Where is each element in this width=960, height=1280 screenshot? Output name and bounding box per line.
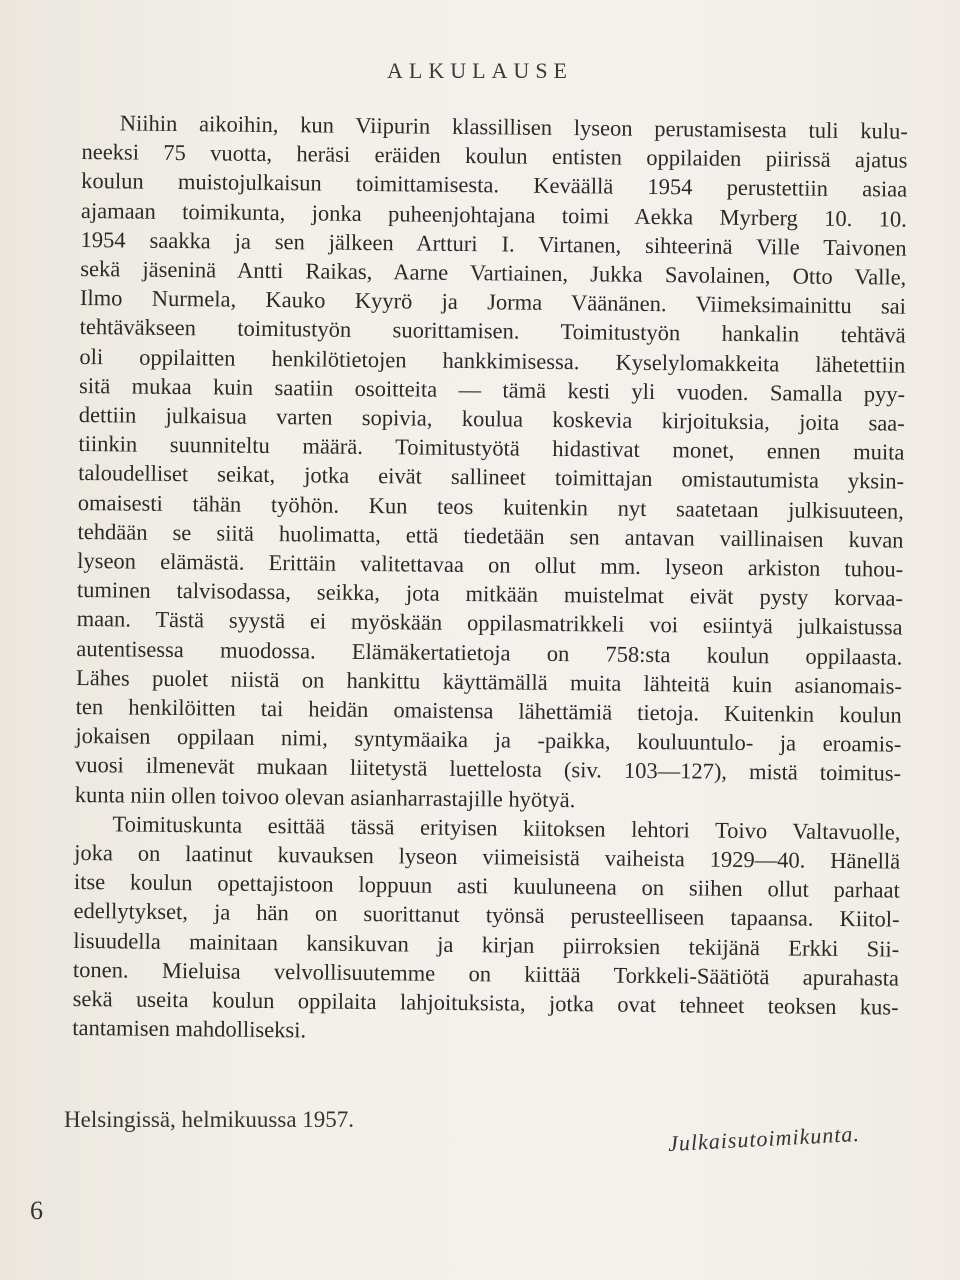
text-line: Toimituskunta esittää tässä erityisen kiitoksen lehtori Toivo Valtavuolle,: [112, 811, 901, 845]
text-line: ajamaan toimikunta, jonka puheenjohtajana toimi Aekka Myrberg 10. 10.: [80, 197, 908, 232]
paragraph-2: [72, 809, 900, 1051]
text-line: dettiin julkaisua varten sopivia, koulua koskevia kirjoituksia, joita saa-: [78, 402, 905, 436]
text-line: ten henkilöitten tai heidän omaistensa lähettämiä tietoja. Kuitenkin koulun: [75, 694, 902, 728]
text-line: sitä mukaa kuin saatiin osoitteita — tämä kesti yli vuoden. Samalla pyy-: [78, 372, 906, 407]
text-line: tehtäväkseen toimitustyön suorittamisen. Toimitustyön hankalin tehtävä: [79, 314, 906, 349]
page-title: ALKULAUSE: [387, 58, 573, 83]
text-line: omaisesti tähän työhön. Kun teos kuitenkin nyt saatetaan julkisuuteen,: [77, 489, 904, 524]
text-line: 1954 saakka ja sen jälkeen Artturi I. Virtanen, sihteerinä Ville Taivonen: [80, 226, 907, 261]
body-text: [72, 108, 908, 1051]
text-line: lyseon elämästä. Erittäin valitettavaa on ollut mm. lyseon arkiston tuhou-: [77, 548, 904, 582]
text-line: autentisessa muodossa. Elämäkertatietoja on 758:sta koulun oppilaasta.: [76, 635, 903, 670]
text-line: oli oppilaitten henkilötietojen hankkimisessa. Kyselylomakkeita lähetettiin: [79, 343, 906, 378]
page-number: 6: [30, 1196, 43, 1225]
text-line: Niihin aikoihin, kun Viipurin klassillisen lyseon perustamisesta tuli kulu-: [119, 110, 908, 144]
place-date: Helsingissä, helmikuussa 1957.: [64, 1107, 355, 1132]
text-line: Ilmo Nurmela, Kauko Kyyrö ja Jorma Väänänen. Viimeksimainittu sai: [79, 285, 907, 319]
signature: Julkaisutoimikunta.: [667, 1120, 861, 1157]
text-line: jokaisen oppilaan nimi, syntymäaika ja -paikka, kouluuntulo- ja eroamis-: [75, 723, 902, 757]
text-line: tuminen talvisodassa, seikka, jota mitkään muistelmat eivät pysty korvaa-: [76, 577, 904, 611]
text-line: tiinkin suunniteltu määrä. Toimitustyötä hidastivat monet, ennen muita: [78, 431, 905, 465]
text-line: sekä jäseninä Antti Raikas, Aarne Vartiainen, Jukka Savolainen, Otto Valle,: [80, 256, 907, 290]
text-line: sekä useita koulun oppilaita lahjoituksista, jotka ovat tehneet teoksen kus-: [72, 986, 899, 1020]
text-line: maan. Tästä syystä ei myöskään oppilasmatrikkeli voi esiintyä julkaistussa: [76, 606, 903, 641]
text-line: taloudelliset seikat, jotka eivät sallineet toimittajan omistautumista yksin-: [78, 460, 905, 495]
text-line: edellytykset, ja hän on suorittanut työnsä perusteelliseen tapaansa. Kiitol-: [73, 898, 900, 933]
paragraph-1: [75, 108, 908, 817]
text-line: tehdään se siitä huolimatta, että tiedetään sen antavan vaillinaisen kuvan: [77, 518, 904, 553]
text-line: lisuudella mainitaan kansikuvan ja kirjan piirroksien tekijänä Erkki Sii-: [73, 927, 900, 962]
text-line: tonen. Mieluisa velvollisuutemme on kiittää Torkkeli-Säätiötä apurahasta: [72, 956, 900, 991]
text-line: neeksi 75 vuotta, heräsi eräiden koulun entisten oppilaiden piirissä ajatus: [81, 139, 908, 173]
text-line: kunta niin ollen toivoo olevan asianharrastajille hyötyä.: [74, 781, 576, 812]
text-line: joka on laatinut kuvauksen lyseon viimeisistä vaiheista 1929—40. Hänellä: [74, 840, 901, 874]
text-line: vuosi ilmenevät mukaan liitetystä luettelosta (siv. 103—127), mistä toimitus-: [74, 752, 902, 787]
text-line: tantamisen mahdolliseksi.: [72, 1015, 307, 1043]
text-line: itse koulun opettajistoon loppuun asti kuuluneena on siihen ollut parhaat: [73, 869, 900, 903]
text-line: Lähes puolet niistä on hankittu käyttämällä muita lähteitä kuin asianomais-: [75, 664, 903, 699]
text-line: koulun muistojulkaisun toimittamisesta. Keväällä 1954 perustettiin asiaa: [81, 168, 908, 203]
